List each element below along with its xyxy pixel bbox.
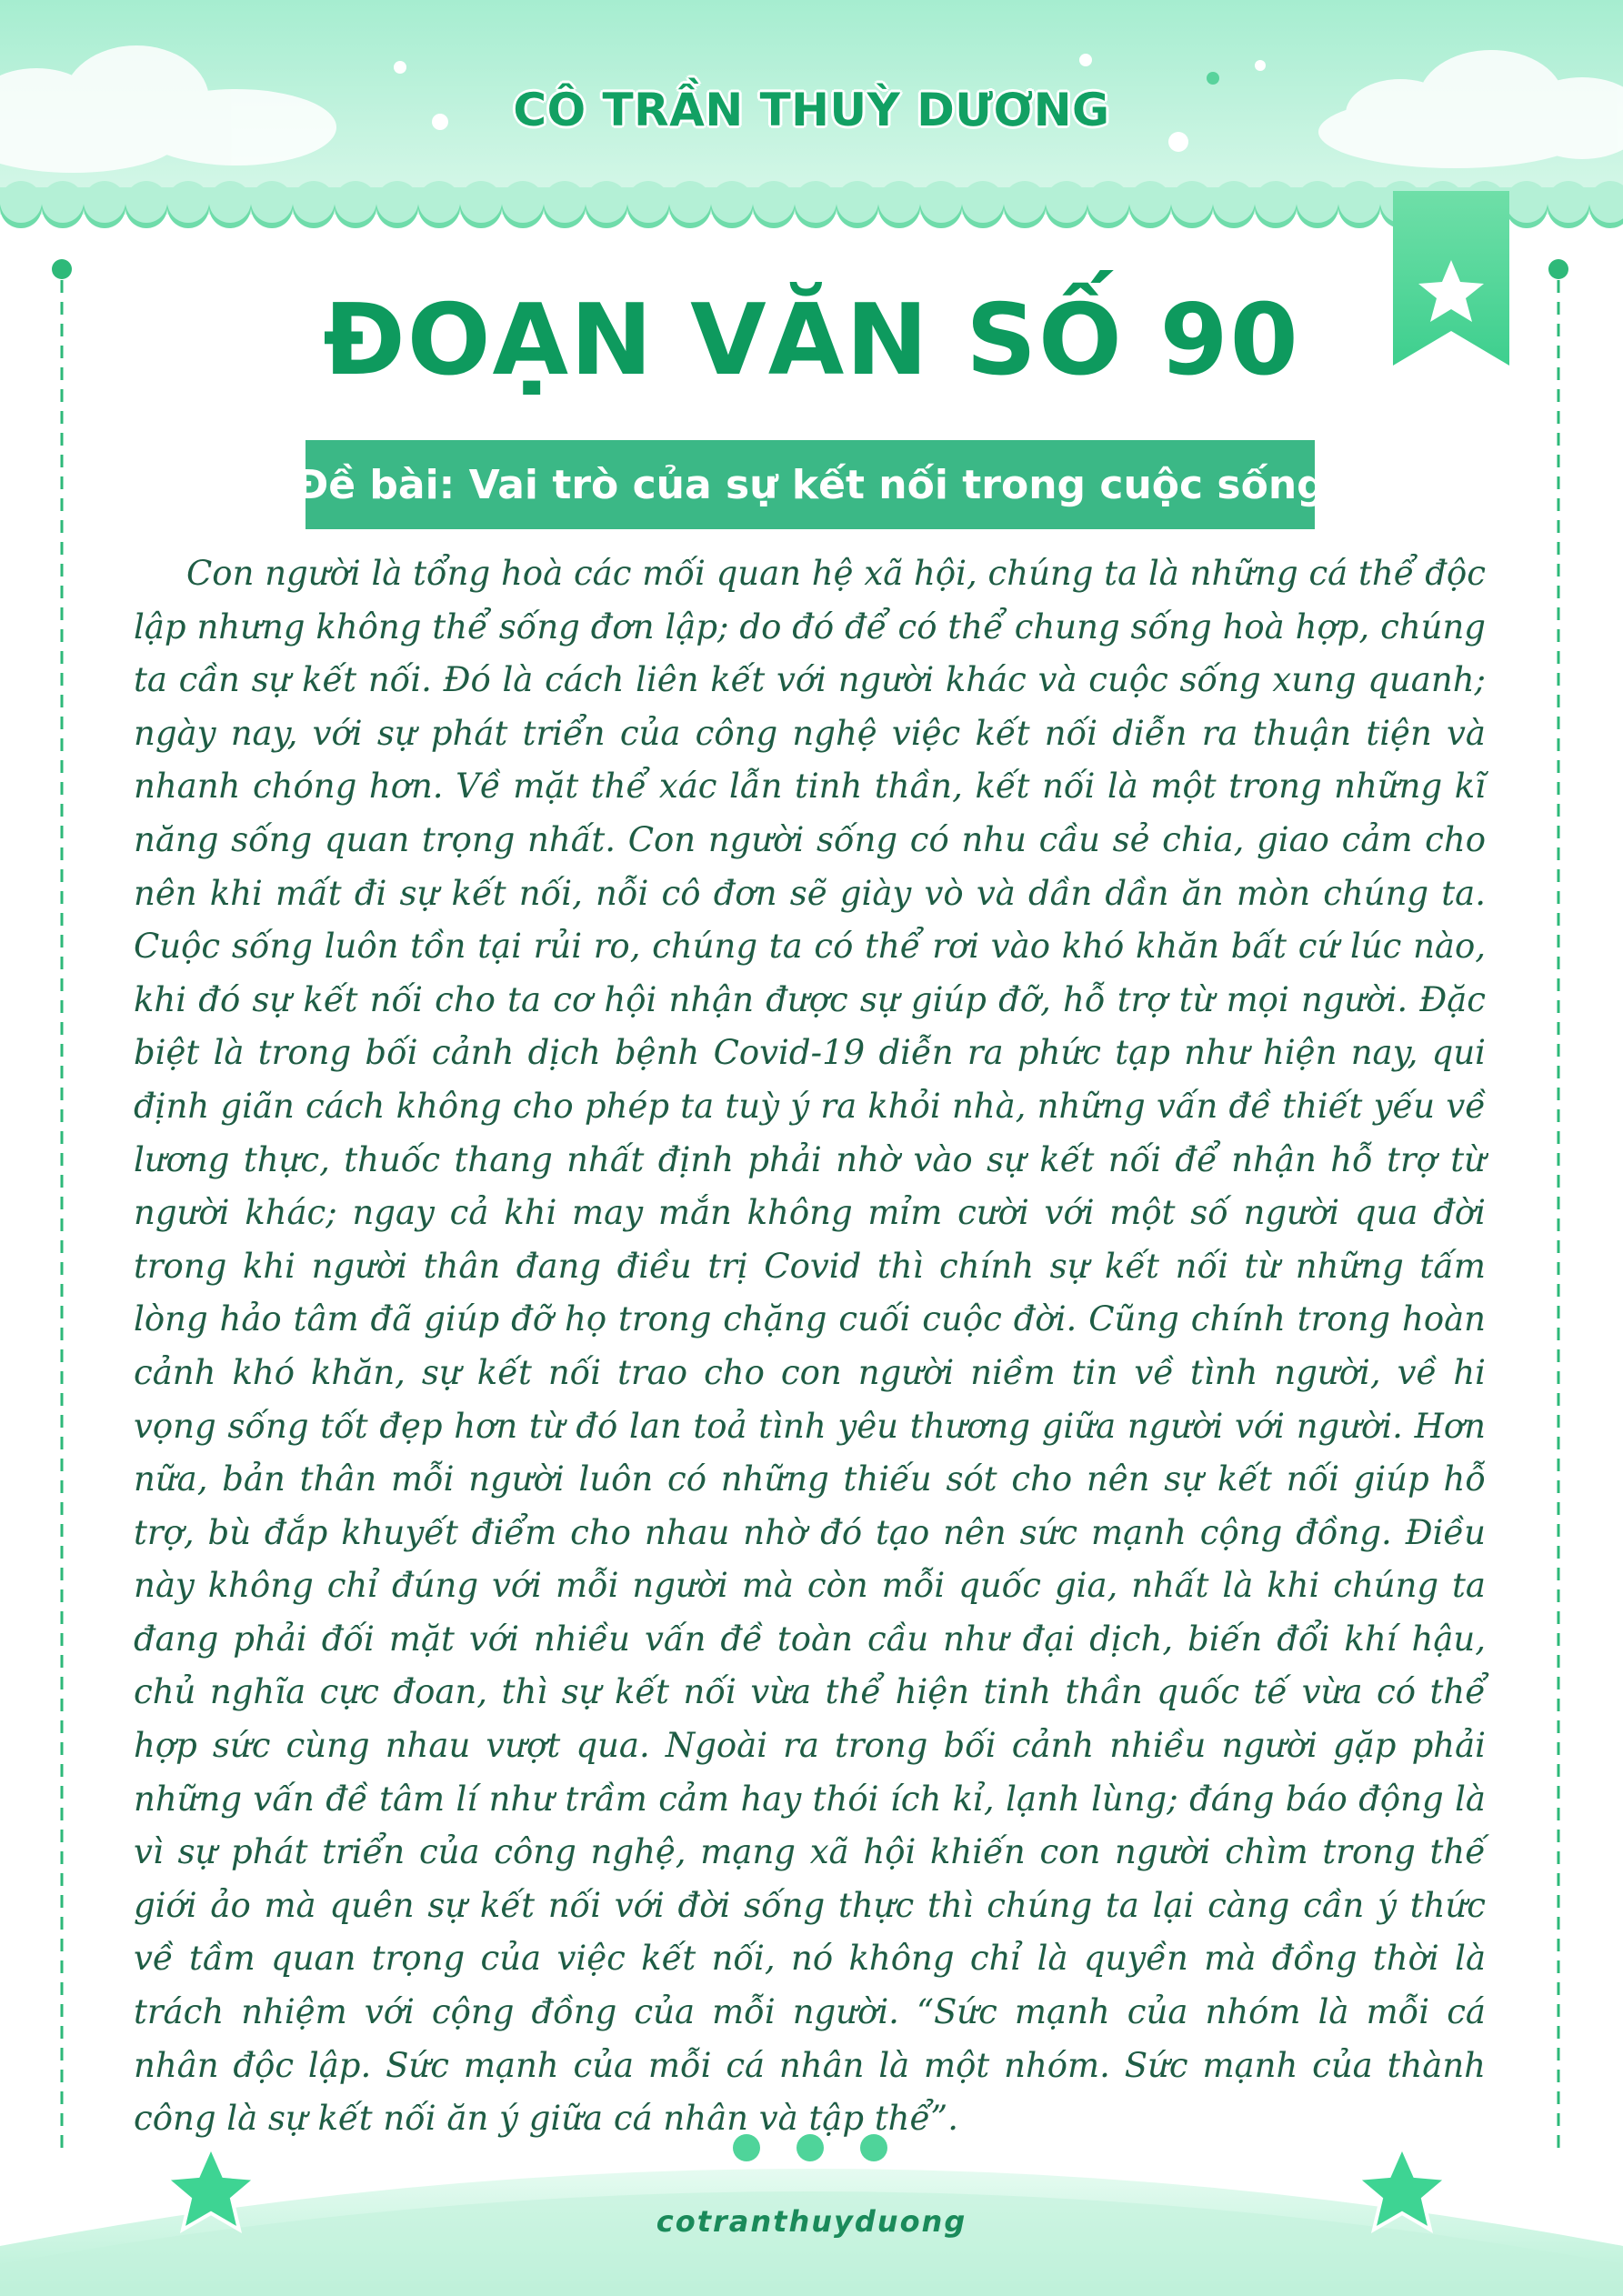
essay-paragraph: Con người là tổng hoà các mối quan hệ xã hội, chúng ta là những cá thể độc lập nhưng không thể sống đơn lập; do đó để có thể chung sống hoà hợp, chúng ta cần sự kết nối. Đó là cách liên kết với người khác và cuộc sống xung quanh; ngày nay, với sự phát triển của công nghệ việc kết nối diễn ra thuận tiện và nhanh chóng hơn. Về mặt thể xác lẫn tinh thần, kết nối là một trong những kĩ năng sống quan trọng nhất. Con người sống có nhu cầu sẻ chia, giao cảm cho nên khi mất đi sự kết nối, nỗi cô đơn sẽ giày vò và dần dần ăn mòn chúng ta. Cuộc sống luôn tồn tại rủi ro, chúng ta có thể rơi vào khó khăn bất cứ lúc nào, khi đó sự kết nối cho ta cơ hội nhận được sự giúp đỡ, hỗ trợ từ mọi người. Đặc biệt là trong bối cảnh dịch bệnh Covid-19 diễn ra phức tạp như hiện nay, qui định giãn cách không cho phép ta tuỳ ý ra khỏi nhà, những vấn đề thiết yếu về lương thực, thuốc thang nhất định phải nhờ vào sự kết nối để nhận hỗ trợ từ người khác; ngay cả khi may mắn không mỉm cười với một số người qua đời trong khi người thân đang điều trị Covid thì chính sự kết nối từ những tấm lòng hảo tâm đã giúp đỡ họ trong chặng cuối cuộc đời. Cũng chính trong hoàn cảnh khó khăn, sự kết nối trao cho con người niềm tin về tình người, về hi vọng sống tốt đẹp hơn từ đó lan toả tình yêu thương giữa người với người. Hơn nữa, bản thân mỗi người luôn có những thiếu sót cho nên sự kết nối giúp hỗ trợ, bù đắp khuyết điểm cho nhau nhờ đó tạo nên sức mạnh cộng đồng. Điều này không chỉ đúng với mỗi người mà còn mỗi quốc gia, nhất là khi chúng ta đang phải đối mặt với nhiều vấn đề toàn cầu như đại dịch, biến đổi khí hậu, chủ nghĩa cực đoan, thì sự kết nối vừa thể hiện tinh thần quốc tế vừa có thể hợp sức cùng nhau vượt qua. Ngoài ra trong bối cảnh nhiều người gặp phải những vấn đề tâm lí như trầm cảm hay thói ích kỉ, lạnh lùng; đáng báo động là vì sự phát triển của công nghệ, mạng xã hội khiến con người chìm trong thế giới ảo mà quên sự kết nối với đời sống thực thì chúng ta lại càng cần ý thức về tầm quan trọng của việc kết nối, nó không chỉ là quyền mà đồng thời là trách nhiệm với cộng đồng của mỗi người. “Sức mạnh của nhóm là mỗi cá nhân độc lập. Sức mạnh của mỗi cá nhân là một nhóm. Sức mạnh của thành công là sự kết nối ăn ý giữa cá nhân và tập thể”. [134,554,1486,2139]
scallop [669,181,711,223]
scallop [1213,181,1255,223]
scallop [0,181,42,223]
scallop [1255,181,1297,223]
left-rail [52,259,72,2155]
right-rail [1548,259,1568,2155]
scallop [962,181,1004,223]
scallop [460,181,502,223]
scallop [795,181,837,223]
scallop [837,181,878,223]
scallop [544,181,586,223]
topic-text: Đề bài: Vai trò của sự kết nối trong cuộc sống [295,461,1326,508]
scallop [1004,181,1046,223]
website-label: cotranthuyduong [656,2204,967,2239]
scallop [125,181,167,223]
scallop [293,181,335,223]
scallop [1548,181,1589,223]
scallop [920,181,962,223]
scallop [418,181,460,223]
topic-banner [295,440,1326,529]
scallop [753,181,795,223]
scallop [42,181,84,223]
scallop [1087,181,1129,223]
scallop [1338,181,1380,223]
scallop [586,181,627,223]
scallop [711,181,753,223]
scallop [209,181,251,223]
scallop [1297,181,1338,223]
scallop [84,181,125,223]
scallop [878,181,920,223]
scallop [1506,181,1548,223]
scallop [251,181,293,223]
scallop [167,181,209,223]
page-title: ĐOẠN VĂN SỐ 90 [323,284,1300,397]
scallop [1046,181,1087,223]
scallop [1171,181,1213,223]
author-name: CÔ TRẦN THUỲ DƯƠNG [513,84,1110,136]
scallop [1129,181,1171,223]
scallop [502,181,544,223]
scallop [335,181,376,223]
scallop [627,181,669,223]
scallop [376,181,418,223]
